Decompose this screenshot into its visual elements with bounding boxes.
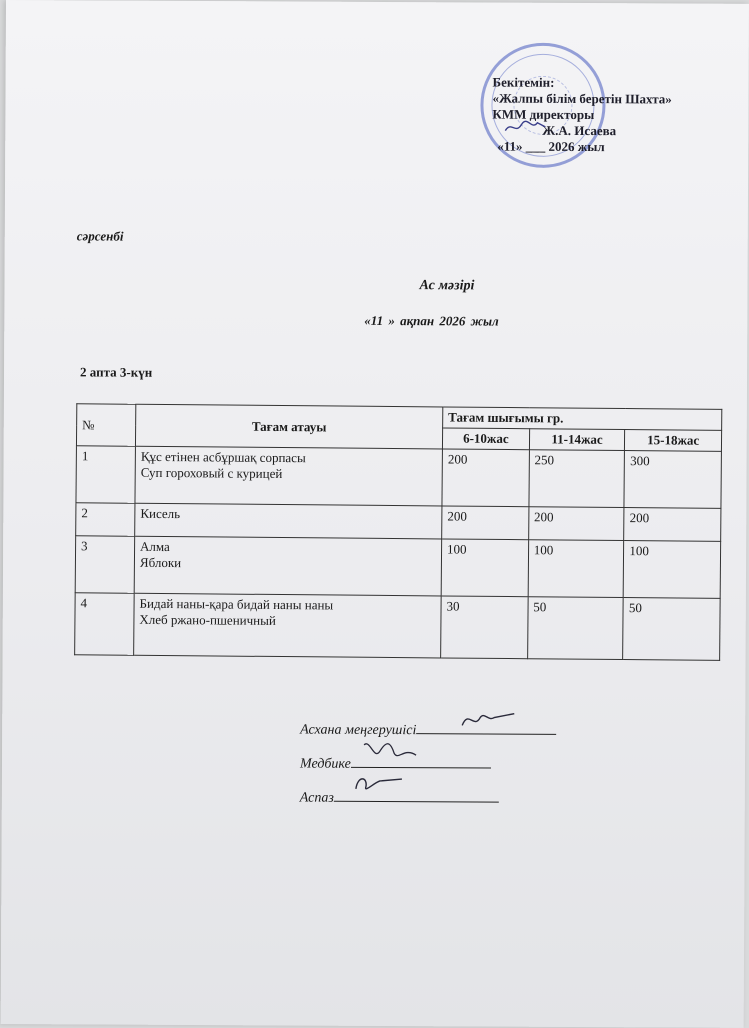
- table-row: [75, 536, 720, 599]
- approval-block: [492, 75, 672, 156]
- row-dish: Құс етінен асбұршақ сорпасы Суп гороховый с курицей: [135, 446, 442, 506]
- signature-head-cook-label: Асхана меңгерушісі: [300, 722, 417, 739]
- approval-line-3: КММ директоры: [492, 106, 595, 123]
- nurse-signature-icon: [360, 737, 420, 765]
- row-dish: Бидай наны-қара бидай наны наны Хлеб ржано-пшеничный: [134, 593, 442, 658]
- row-portion-15-18: 200: [624, 508, 721, 542]
- row-portion-11-14: 250: [529, 450, 625, 508]
- week-day-label: 2 апта 3-күн: [80, 364, 153, 380]
- header-portion: Тағам шығымы гр.: [443, 407, 722, 430]
- signature-cook-label: Аспаз: [299, 790, 334, 806]
- row-portion-15-18: 50: [623, 598, 720, 661]
- header-dish-name: Тағам атауы: [135, 404, 442, 449]
- row-portion-6-10: 30: [441, 596, 528, 659]
- table-row: [76, 446, 721, 509]
- menu-table: [74, 403, 722, 661]
- director-signature-icon: [503, 117, 548, 137]
- row-portion-11-14: 100: [528, 540, 624, 598]
- row-portion-6-10: 200: [442, 449, 529, 507]
- approval-director-name: Ж.А. Исаева: [542, 122, 617, 139]
- row-portion-6-10: 200: [442, 506, 529, 540]
- weekday-label: сәрсенбі: [76, 228, 124, 244]
- table-row: [75, 593, 721, 661]
- row-portion-6-10: 100: [441, 539, 528, 597]
- header-number: №: [76, 404, 135, 447]
- table-header-row: [77, 404, 722, 431]
- row-number: 1: [76, 446, 135, 504]
- row-number: 4: [75, 593, 135, 656]
- row-portion-11-14: 200: [528, 507, 624, 541]
- menu-date: «11 » ақпан 2026 жыл: [364, 312, 499, 329]
- head-cook-signature-icon: [458, 705, 518, 731]
- cook-signature-icon: [350, 771, 405, 795]
- page-title: Ас мәзірі: [419, 278, 475, 294]
- table-row: [76, 503, 721, 542]
- approval-date: «11» ___ 2026 жыл: [497, 138, 605, 155]
- row-dish: Кисель: [135, 503, 442, 539]
- approval-line-2: «Жалпы білім беретін Шахта»: [492, 90, 672, 107]
- signature-block: [300, 719, 557, 822]
- row-dish: Алма Яблоки: [134, 536, 441, 596]
- signature-cook: [300, 787, 556, 822]
- row-portion-11-14: 50: [527, 597, 623, 660]
- row-number: 3: [75, 536, 134, 594]
- header-age-15-18: 15-18жас: [625, 430, 722, 452]
- approval-line-1: Бекітемін:: [492, 74, 555, 90]
- row-number: 2: [76, 503, 135, 537]
- signature-nurse-label: Медбике: [299, 756, 351, 772]
- approval-date-day: 11: [503, 138, 517, 154]
- header-age-11-14: 11-14жас: [529, 429, 625, 451]
- signature-head-cook: [300, 719, 556, 754]
- signature-nurse: [300, 753, 556, 788]
- row-portion-15-18: 100: [623, 541, 720, 599]
- document-page: [1, 0, 749, 1028]
- row-portion-15-18: 300: [624, 451, 721, 509]
- header-age-6-10: 6-10жас: [442, 428, 529, 450]
